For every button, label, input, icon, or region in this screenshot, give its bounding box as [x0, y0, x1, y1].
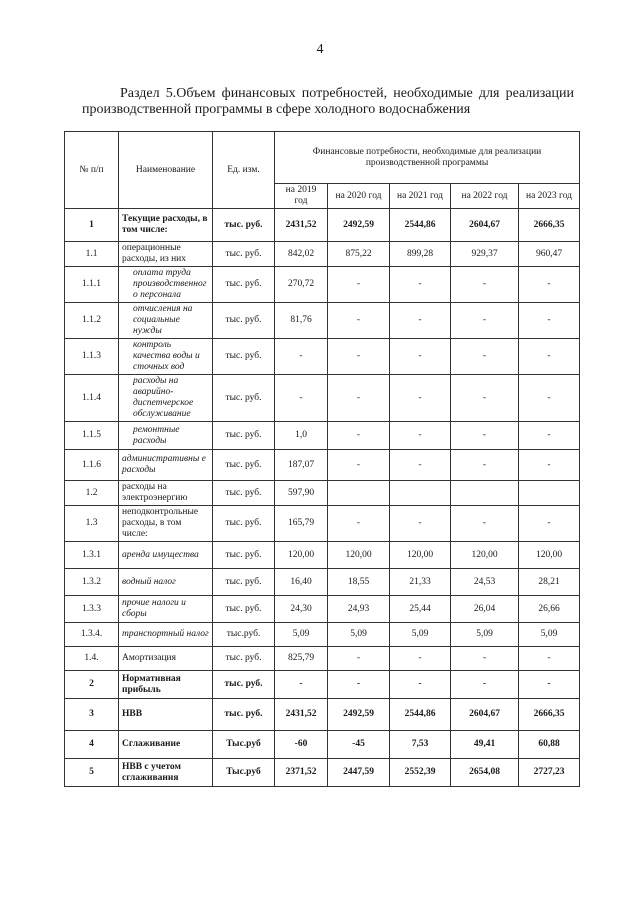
- row-name: отчисления на социальные нужды: [119, 303, 213, 339]
- row-value: 5,09: [390, 623, 451, 647]
- row-value: -: [451, 422, 519, 450]
- row-value: -: [390, 671, 451, 699]
- row-number: 1.4.: [65, 647, 119, 671]
- row-unit: тыс. руб.: [213, 481, 275, 506]
- header-year: на 2020 год: [328, 184, 390, 209]
- row-value: 2604,67: [451, 699, 519, 731]
- section-heading: [82, 86, 574, 118]
- row-value: -: [328, 450, 390, 481]
- row-value: 2492,59: [328, 699, 390, 731]
- row-value: 24,93: [328, 596, 390, 623]
- row-value: -: [519, 339, 580, 375]
- row-number: 1.2: [65, 481, 119, 506]
- row-number: 1.1.2: [65, 303, 119, 339]
- row-value: -: [328, 267, 390, 303]
- row-value: 825,79: [275, 647, 328, 671]
- row-value: -: [275, 375, 328, 422]
- row-name: Нормативная прибыль: [119, 671, 213, 699]
- row-value: 2666,35: [519, 699, 580, 731]
- row-value: 120,00: [275, 542, 328, 569]
- row-number: 1.1.6: [65, 450, 119, 481]
- row-number: 1.3.4.: [65, 623, 119, 647]
- row-unit: тыс. руб.: [213, 339, 275, 375]
- row-name: аренда имущества: [119, 542, 213, 569]
- row-unit: тыс. руб.: [213, 242, 275, 267]
- row-name: оплата труда производственног о персонала: [119, 267, 213, 303]
- row-number: 1: [65, 209, 119, 242]
- row-value: -: [451, 450, 519, 481]
- row-number: 1.1.5: [65, 422, 119, 450]
- row-value: 81,76: [275, 303, 328, 339]
- header-year: на 2019 год: [275, 184, 328, 209]
- table-row: [65, 623, 580, 647]
- row-value: -: [275, 671, 328, 699]
- row-unit: тыс. руб.: [213, 596, 275, 623]
- row-value: 25,44: [390, 596, 451, 623]
- row-value: 1,0: [275, 422, 328, 450]
- row-value: 2544,86: [390, 209, 451, 242]
- header-year: на 2023 год: [519, 184, 580, 209]
- table-row: [65, 422, 580, 450]
- row-value: 18,55: [328, 569, 390, 596]
- row-value: -: [519, 450, 580, 481]
- table-row: [65, 569, 580, 596]
- row-value: -: [328, 339, 390, 375]
- header-num: № п/п: [65, 132, 119, 209]
- row-unit: тыс.руб.: [213, 623, 275, 647]
- row-value: -: [451, 375, 519, 422]
- row-name: неподконтрольные расходы, в том числе:: [119, 506, 213, 542]
- row-value: 2666,35: [519, 209, 580, 242]
- row-unit: тыс. руб.: [213, 542, 275, 569]
- row-value: 187,07: [275, 450, 328, 481]
- row-value: 120,00: [390, 542, 451, 569]
- row-unit: тыс. руб.: [213, 569, 275, 596]
- row-value: -: [328, 375, 390, 422]
- row-name: контроль качества воды и сточных вод: [119, 339, 213, 375]
- row-name: Амортизация: [119, 647, 213, 671]
- row-value: -: [519, 671, 580, 699]
- row-value: 21,33: [390, 569, 451, 596]
- row-unit: Тыс.руб: [213, 759, 275, 787]
- row-value: 899,28: [390, 242, 451, 267]
- row-value: [519, 481, 580, 506]
- table-row: [65, 339, 580, 375]
- row-value: -: [275, 339, 328, 375]
- row-value: -: [519, 303, 580, 339]
- row-name: водный налог: [119, 569, 213, 596]
- row-value: -: [328, 647, 390, 671]
- row-unit: тыс. руб.: [213, 450, 275, 481]
- row-value: -: [519, 506, 580, 542]
- row-unit: Тыс.руб: [213, 731, 275, 759]
- table-row: [65, 759, 580, 787]
- row-value: 5,09: [328, 623, 390, 647]
- row-value: -: [390, 647, 451, 671]
- row-number: 1.3.3: [65, 596, 119, 623]
- row-value: 842,02: [275, 242, 328, 267]
- row-value: 270,72: [275, 267, 328, 303]
- row-value: -: [519, 267, 580, 303]
- row-name: Сглаживание: [119, 731, 213, 759]
- row-value: -: [390, 339, 451, 375]
- row-value: 120,00: [519, 542, 580, 569]
- row-value: 2544,86: [390, 699, 451, 731]
- row-value: 16,40: [275, 569, 328, 596]
- row-value: -: [451, 647, 519, 671]
- row-value: -: [328, 422, 390, 450]
- row-value: 49,41: [451, 731, 519, 759]
- row-name: транспортный налог: [119, 623, 213, 647]
- row-number: 1.3: [65, 506, 119, 542]
- header-year: на 2021 год: [390, 184, 451, 209]
- row-value: 5,09: [451, 623, 519, 647]
- row-number: 5: [65, 759, 119, 787]
- row-value: -: [451, 267, 519, 303]
- row-name: ремонтные расходы: [119, 422, 213, 450]
- row-value: 28,21: [519, 569, 580, 596]
- row-value: 7,53: [390, 731, 451, 759]
- row-value: -: [390, 375, 451, 422]
- row-value: -: [390, 422, 451, 450]
- row-number: 1.1.4: [65, 375, 119, 422]
- row-value: 60,88: [519, 731, 580, 759]
- row-value: 26,04: [451, 596, 519, 623]
- row-value: -: [519, 647, 580, 671]
- row-value: 24,30: [275, 596, 328, 623]
- row-value: -: [519, 375, 580, 422]
- row-number: 1.3.2: [65, 569, 119, 596]
- row-number: 1.1.3: [65, 339, 119, 375]
- row-name: Текущие расходы, в том числе:: [119, 209, 213, 242]
- row-value: -: [451, 671, 519, 699]
- financial-needs-table: [64, 131, 580, 787]
- row-unit: тыс. руб.: [213, 699, 275, 731]
- row-name: прочие налоги и сборы: [119, 596, 213, 623]
- table-row: [65, 647, 580, 671]
- row-value: -: [390, 506, 451, 542]
- row-name: операционные расходы, из них: [119, 242, 213, 267]
- row-value: 2447,59: [328, 759, 390, 787]
- row-value: 5,09: [275, 623, 328, 647]
- row-unit: тыс. руб.: [213, 267, 275, 303]
- row-name: административны е расходы: [119, 450, 213, 481]
- row-value: [328, 481, 390, 506]
- table-row: [65, 481, 580, 506]
- header-group: Финансовые потребности, необходимые для реализации производственной программы: [275, 132, 580, 184]
- table-row: [65, 542, 580, 569]
- row-value: -45: [328, 731, 390, 759]
- row-value: 26,66: [519, 596, 580, 623]
- row-number: 1.3.1: [65, 542, 119, 569]
- table-row: [65, 699, 580, 731]
- row-value: -: [390, 267, 451, 303]
- table-row: [65, 242, 580, 267]
- row-value: 2371,52: [275, 759, 328, 787]
- table-row: [65, 506, 580, 542]
- row-number: 1.1: [65, 242, 119, 267]
- row-value: -: [451, 339, 519, 375]
- row-value: 2654,08: [451, 759, 519, 787]
- header-year: на 2022 год: [451, 184, 519, 209]
- table-row: [65, 671, 580, 699]
- row-value: 2431,52: [275, 209, 328, 242]
- row-value: -: [390, 303, 451, 339]
- heading-line-1: Раздел 5.Объем финансовых потребностей, необходимые для реализации: [120, 86, 574, 101]
- row-value: 120,00: [328, 542, 390, 569]
- heading-line-2: производственной программы в сфере холодного водоснабжения: [82, 102, 471, 117]
- table-row: [65, 303, 580, 339]
- row-number: 3: [65, 699, 119, 731]
- table-row: [65, 209, 580, 242]
- row-value: 2492,59: [328, 209, 390, 242]
- row-value: 2431,52: [275, 699, 328, 731]
- row-value: -: [519, 422, 580, 450]
- row-value: [390, 481, 451, 506]
- row-value: -: [451, 506, 519, 542]
- row-unit: тыс. руб.: [213, 506, 275, 542]
- row-value: -: [390, 450, 451, 481]
- row-unit: тыс. руб.: [213, 209, 275, 242]
- row-value: -: [328, 303, 390, 339]
- row-unit: тыс. руб.: [213, 671, 275, 699]
- row-value: 120,00: [451, 542, 519, 569]
- row-value: [451, 481, 519, 506]
- row-value: 165,79: [275, 506, 328, 542]
- row-value: -60: [275, 731, 328, 759]
- row-value: -: [328, 671, 390, 699]
- row-name: расходы на электроэнергию: [119, 481, 213, 506]
- row-value: 929,37: [451, 242, 519, 267]
- header-unit: Ед. изм.: [213, 132, 275, 209]
- table-row: [65, 375, 580, 422]
- row-value: 960,47: [519, 242, 580, 267]
- row-number: 2: [65, 671, 119, 699]
- row-unit: тыс. руб.: [213, 647, 275, 671]
- row-value: -: [328, 506, 390, 542]
- row-number: 1.1.1: [65, 267, 119, 303]
- header-name: Наименование: [119, 132, 213, 209]
- row-name: расходы на аварийно-диспетчерское обслуживание: [119, 375, 213, 422]
- table-row: [65, 731, 580, 759]
- table-row: [65, 450, 580, 481]
- row-value: 24,53: [451, 569, 519, 596]
- row-value: 5,09: [519, 623, 580, 647]
- table-row: [65, 267, 580, 303]
- row-value: 2604,67: [451, 209, 519, 242]
- page-number: 4: [316, 42, 324, 57]
- row-value: -: [451, 303, 519, 339]
- row-value: 2552,39: [390, 759, 451, 787]
- row-unit: тыс. руб.: [213, 303, 275, 339]
- row-unit: тыс. руб.: [213, 422, 275, 450]
- row-unit: тыс. руб.: [213, 375, 275, 422]
- row-value: 875,22: [328, 242, 390, 267]
- row-value: 2727,23: [519, 759, 580, 787]
- table-row: [65, 596, 580, 623]
- row-name: НВВ: [119, 699, 213, 731]
- row-name: НВВ с учетом сглаживания: [119, 759, 213, 787]
- row-number: 4: [65, 731, 119, 759]
- row-value: 597,90: [275, 481, 328, 506]
